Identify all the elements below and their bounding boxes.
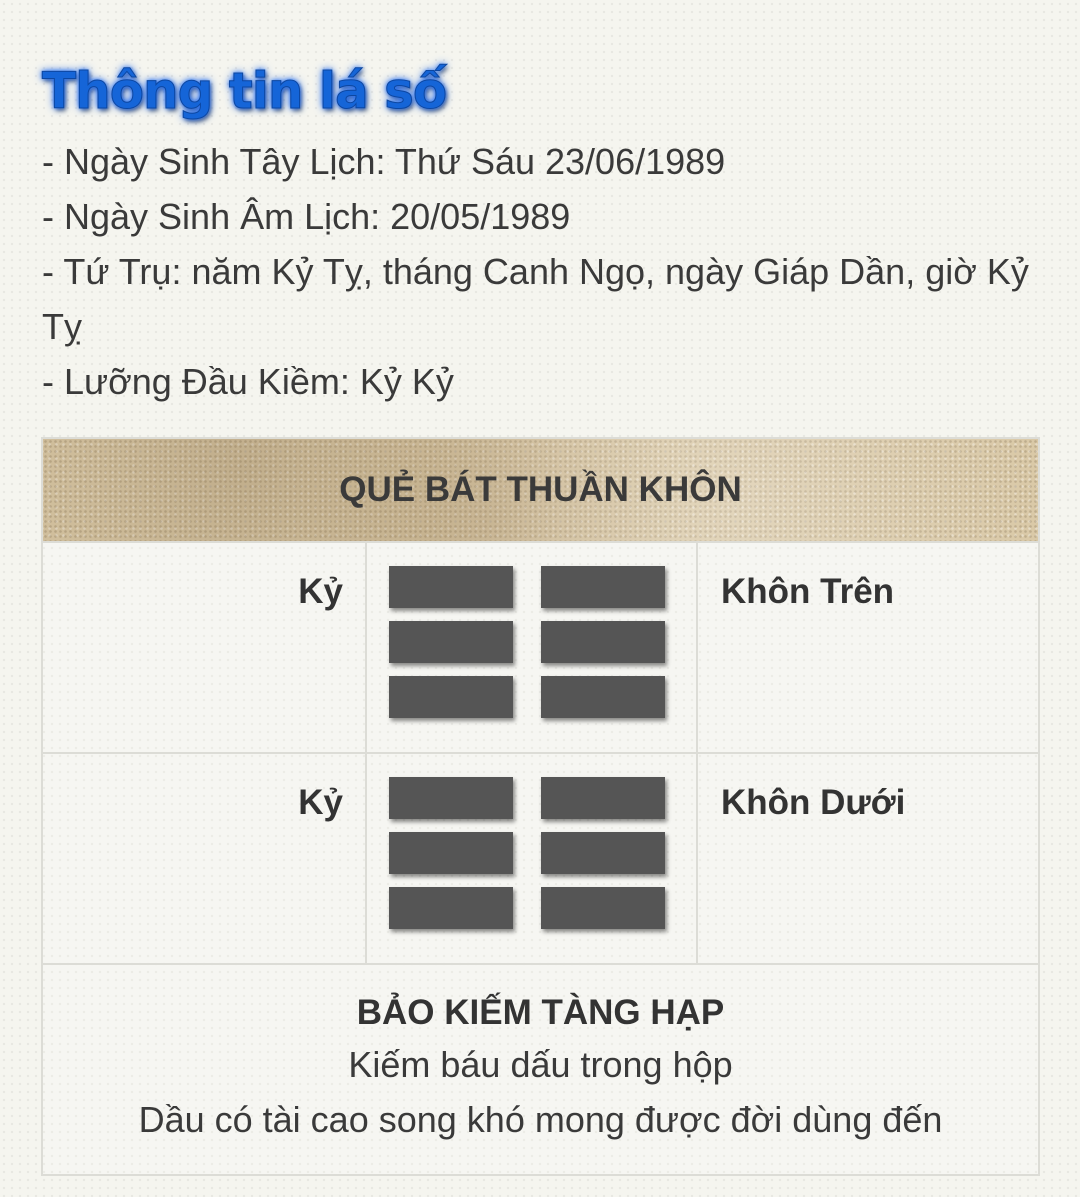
info-lunar-birthdate: - Ngày Sinh Âm Lịch: 20/05/1989 xyxy=(42,196,571,237)
chart-info-list xyxy=(42,134,1032,409)
lower-line-3-right-segment xyxy=(541,887,665,929)
meaning-line: Kiếm báu dấu trong hộp xyxy=(348,1044,733,1085)
upper-line-3-left-segment xyxy=(389,676,513,718)
upper-line-1-right-segment xyxy=(541,566,665,608)
lower-line-2-left-segment xyxy=(389,832,513,874)
lower-stem: Kỷ xyxy=(298,783,343,822)
lower-line-1-right-segment xyxy=(541,777,665,819)
info-solar-birthdate: - Ngày Sinh Tây Lịch: Thứ Sáu 23/06/1989 xyxy=(42,141,726,182)
page-title: Thông tin lá số xyxy=(42,62,447,120)
info-luong-dau-kiem: - Lưỡng Đầu Kiềm: Kỷ Kỷ xyxy=(42,361,454,402)
upper-line-2-left-segment xyxy=(389,621,513,663)
lower-trigram-name: Khôn Dưới xyxy=(721,783,906,822)
upper-line-2-right-segment xyxy=(541,621,665,663)
upper-trigram-icon xyxy=(389,566,667,722)
row-divider xyxy=(43,541,1038,543)
upper-line-3-right-segment xyxy=(541,676,665,718)
lower-line-1-left-segment xyxy=(389,777,513,819)
column-divider xyxy=(696,541,698,963)
upper-line-1-left-segment xyxy=(389,566,513,608)
lower-trigram-icon xyxy=(389,777,667,933)
hexagram-table xyxy=(41,437,1040,1176)
upper-trigram-name: Khôn Trên xyxy=(721,572,895,611)
meaning-line: Dầu có tài cao song khó mong được đời dùng đến xyxy=(138,1099,943,1140)
column-divider xyxy=(365,541,367,963)
hexagram-name: QUẺ BÁT THUẦN KHÔN xyxy=(43,439,1038,541)
meaning-title: BẢO KIẾM TÀNG HẠP xyxy=(356,993,725,1032)
hexagram-meaning xyxy=(43,965,1038,1147)
row-divider xyxy=(43,752,1038,754)
info-four-pillars: - Tứ Trụ: năm Kỷ Tỵ, tháng Canh Ngọ, ngày Giáp Dần, giờ Kỷ Tỵ xyxy=(42,251,1029,347)
upper-stem: Kỷ xyxy=(298,572,343,611)
lower-line-3-left-segment xyxy=(389,887,513,929)
lower-line-2-right-segment xyxy=(541,832,665,874)
